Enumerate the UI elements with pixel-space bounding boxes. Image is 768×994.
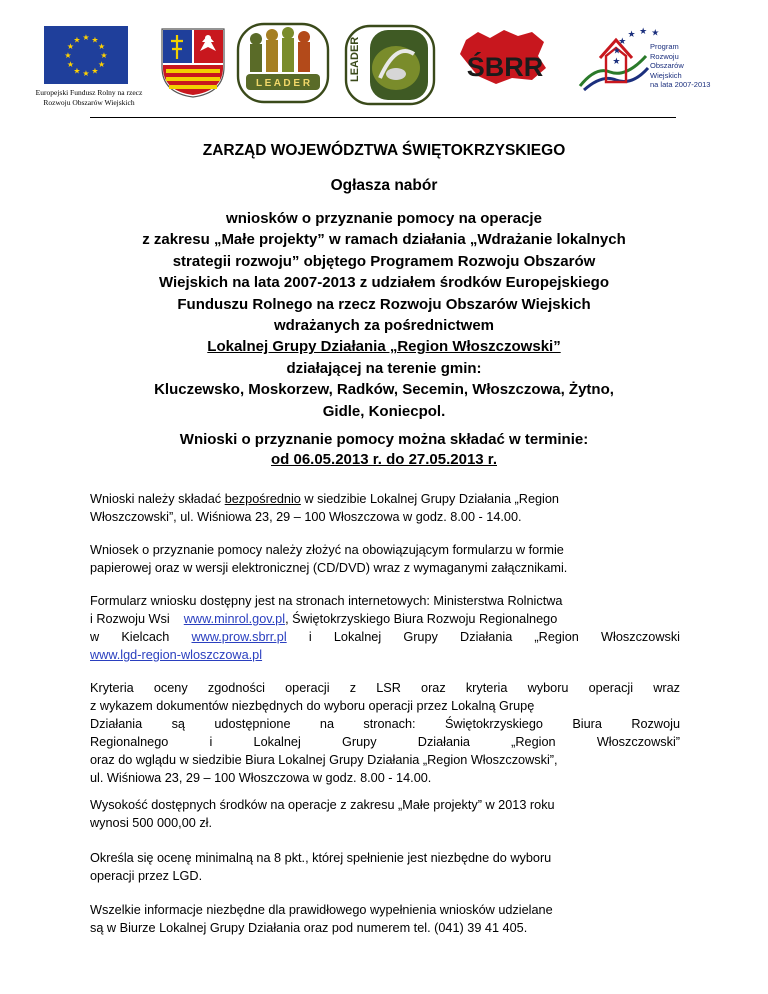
eu-star-icon: ★ — [91, 35, 99, 45]
header-divider — [90, 117, 676, 118]
eu-star-icon: ★ — [100, 51, 108, 60]
prow-star-icon: ★ — [651, 27, 660, 38]
lgd-website-link[interactable]: www.lgd-region-wloszczowa.pl — [90, 648, 263, 662]
eu-flag-icon — [44, 26, 128, 84]
prow-sbrr-link[interactable]: www.prow.sbrr.pl — [191, 630, 287, 644]
minrol-link[interactable]: www.minrol.gov.pl — [183, 612, 286, 626]
municipalities-line: Gidle, Koniecpol. — [322, 402, 446, 420]
subject-line: Wiejskich na lata 2007-2013 z udziałem środków Europejskiego — [158, 274, 610, 292]
svg-text:L E A D E R: L E A D E R — [255, 78, 311, 89]
eu-star-icon: ★ — [91, 66, 99, 76]
eafrd-caption: Europejski Fundusz Rolny na rzecz Rozwoju Obszarów Wiejskich — [35, 88, 143, 107]
svg-text:LEADER: LEADER — [349, 36, 361, 82]
deadline-intro: Wnioski o przyznanie pomocy można składać w terminie: — [179, 431, 589, 448]
eu-star-icon: ★ — [82, 69, 90, 78]
announcement-heading: Ogłasza nabór — [330, 177, 438, 194]
subject-line: z zakresu „Małe projekty” w ramach działania „Wdrażanie lokalnych — [142, 231, 626, 249]
sbrr-logo — [448, 26, 562, 92]
eu-star-icon: ★ — [73, 35, 81, 45]
form-availability-paragraph: Formularz wniosku dostępny jest na stronach internetowych: Ministerstwa Rolnictwa i Rozwoju Wsi www.minrol.gov.pl, Świętokrzyskiego Biura Rozwoju Regionalnego w Kielcach www.prow.sbrr.pl i Lokalnej Grupy Działania „Region Włoszczowski www.lgd-region-wloszczowa.pl — [90, 594, 680, 662]
available-funds-paragraph: Wysokość dostępnych środków na operacje z zakresu „Małe projekty” w 2013 roku wynosi 500 000,00 zł. — [90, 798, 555, 830]
subject-line: strategii rozwoju” objętego Programem Rozwoju Obszarów — [172, 252, 596, 270]
criteria-paragraph: Kryteria oceny zgodności operacji z LSR oraz kryteria wyboru operacji wraz z wykazem dokumentów niezbędnych do wyboru operacji przez Lokalną Grupę Działania są udostępnione na stronach: Świętokrzyskiego Biura Rozwoju Regionalnego i Lokalnej Grupy Działania „Region Włoszczowski” oraz do wglądu w siedzibie Biura Lokalnej Grupy Działania „Region Włoszczowski”, ul. Wiśniowa 23, 29 – 100 Włoszczowa w godz. 8.00 - 14.00. — [90, 681, 680, 785]
subject-line: wdrażanych za pośrednictwem — [273, 317, 495, 335]
prow-star-icon: ★ — [639, 26, 648, 37]
leader-logo — [344, 24, 436, 106]
prow-caption: Program Rozwoju Obszarów Wiejskich na lata 2007-2013 — [650, 42, 711, 90]
eu-star-icon: ★ — [98, 60, 106, 69]
board-title: ZARZĄD WOJEWÓDZTWA ŚWIĘTOKRZYSKIEGO — [202, 142, 566, 159]
deadline-dates: od 06.05.2013 r. do 27.05.2013 r. — [271, 451, 497, 468]
eafrd-logo — [34, 24, 144, 114]
contact-info-paragraph: Wszelkie informacje niezbędne dla prawidłowego wypełnienia wniosków udzielane są w Biurze Lokalnej Grupy Działania oraz pod numerem tel. (041) 39 41 405. — [90, 903, 553, 935]
subject-line: działającej na terenie gmin: — [286, 359, 482, 377]
submission-place-paragraph: Wnioski należy składać bezpośrednio w siedzibie Lokalnej Grupy Działania „Region Włoszczowski”, ul. Wiśniowa 23, 29 – 100 Włoszczowa w godz. 8.00 - 14.00. — [90, 492, 559, 524]
eu-star-icon: ★ — [73, 66, 81, 76]
eu-star-icon: ★ — [82, 33, 90, 42]
leader-people-logo — [236, 22, 330, 104]
subject-line: Funduszu Rolnego na rzecz Rozwoju Obszarów Wiejskich — [177, 295, 591, 313]
form-requirements-paragraph: Wniosek o przyznanie pomocy należy złożyć na obowiązującym formularzu w formie papierowej oraz w wersji elektronicznej (CD/DVD) wraz z wymaganymi załącznikami. — [90, 543, 568, 575]
eu-star-icon: ★ — [66, 60, 74, 69]
prow-star-icon: ★ — [627, 29, 636, 40]
minimum-score-paragraph: Określa się ocenę minimalną na 8 pkt., której spełnienie jest niezbędne do wyboru operacji przez LGD. — [90, 851, 552, 883]
lgd-name-line: Lokalnej Grupy Działania „Region Włoszczowski” — [207, 338, 561, 356]
prow-star-icon: ★ — [612, 45, 621, 56]
svg-text:ŚBRR: ŚBRR — [466, 52, 544, 82]
submission-deadline — [70, 430, 698, 470]
municipalities-line: Kluczewsko, Moskorzew, Radków, Secemin, Włoszczowa, Żytno, — [154, 381, 614, 399]
prow-logo — [576, 26, 716, 98]
prow-star-icon: ★ — [618, 36, 627, 47]
eu-star-icon: ★ — [98, 42, 106, 51]
call-subject — [70, 208, 698, 422]
swietokrzyskie-coat-of-arms-logo — [160, 27, 226, 99]
subject-line: wniosków o przyznanie pomocy na operacje — [226, 210, 542, 227]
prow-star-icon: ★ — [612, 56, 621, 67]
eu-star-icon: ★ — [64, 51, 72, 60]
eu-star-icon: ★ — [66, 42, 74, 51]
